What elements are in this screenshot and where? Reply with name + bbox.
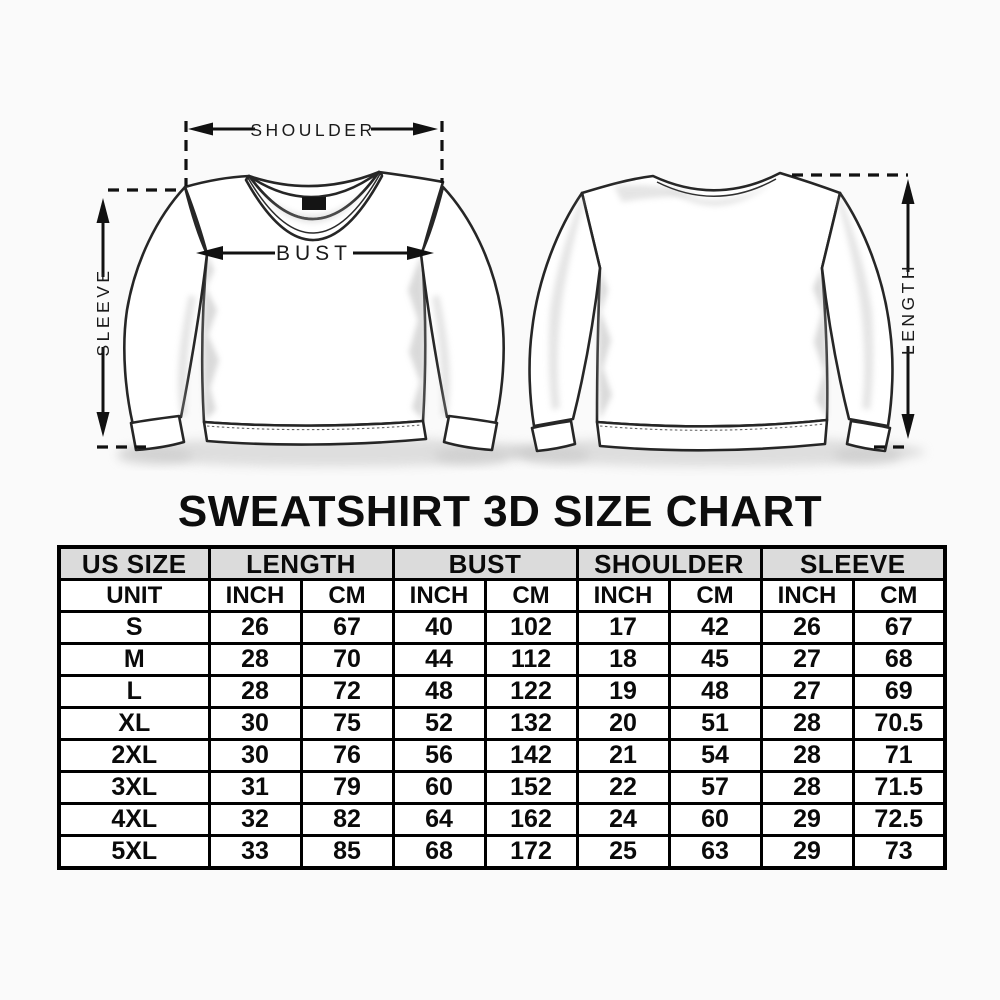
- value-cell: 72: [301, 676, 393, 708]
- front-left-sleeve: [124, 187, 207, 425]
- size-cell: 2XL: [59, 740, 209, 772]
- value-cell: 40: [393, 612, 485, 644]
- size-table: [57, 545, 947, 870]
- size-table-head: [59, 547, 945, 612]
- sweatshirt-diagram: [0, 0, 1000, 480]
- size-cell: S: [59, 612, 209, 644]
- table-unit-row: [59, 580, 945, 612]
- table-row: [59, 836, 945, 869]
- unit-col: INCH: [393, 580, 485, 612]
- value-cell: 28: [761, 708, 853, 740]
- value-cell: 76: [301, 740, 393, 772]
- value-cell: 64: [393, 804, 485, 836]
- unit-col: INCH: [761, 580, 853, 612]
- value-cell: 42: [669, 612, 761, 644]
- back-right-sleeve: [822, 193, 892, 426]
- value-cell: 48: [669, 676, 761, 708]
- arrowhead-down-icon: [902, 414, 915, 439]
- front-right-sleeve: [421, 187, 504, 425]
- table-row: [59, 740, 945, 772]
- table-row: [59, 804, 945, 836]
- arrowhead-up-icon: [97, 198, 110, 223]
- value-cell: 17: [577, 612, 669, 644]
- header-bust: BUST: [393, 547, 577, 580]
- value-cell: 142: [485, 740, 577, 772]
- value-cell: 69: [853, 676, 945, 708]
- value-cell: 60: [393, 772, 485, 804]
- table-row: [59, 676, 945, 708]
- drop-shadow: [117, 447, 193, 465]
- value-cell: 72.5: [853, 804, 945, 836]
- value-cell: 33: [209, 836, 301, 869]
- size-cell: XL: [59, 708, 209, 740]
- value-cell: 27: [761, 644, 853, 676]
- header-us-size: US SIZE: [59, 547, 209, 580]
- value-cell: 26: [209, 612, 301, 644]
- value-cell: 24: [577, 804, 669, 836]
- value-cell: 112: [485, 644, 577, 676]
- value-cell: 32: [209, 804, 301, 836]
- value-cell: 70.5: [853, 708, 945, 740]
- value-cell: 44: [393, 644, 485, 676]
- value-cell: 60: [669, 804, 761, 836]
- unit-col: INCH: [209, 580, 301, 612]
- value-cell: 102: [485, 612, 577, 644]
- value-cell: 27: [761, 676, 853, 708]
- value-cell: 30: [209, 708, 301, 740]
- header-sleeve: SLEEVE: [761, 547, 945, 580]
- sweatshirt-back-view: [505, 173, 925, 467]
- table-header-row: [59, 547, 945, 580]
- value-cell: 82: [301, 804, 393, 836]
- unit-col: CM: [301, 580, 393, 612]
- table-row: [59, 708, 945, 740]
- value-cell: 28: [761, 772, 853, 804]
- value-cell: 28: [761, 740, 853, 772]
- value-cell: 71.5: [853, 772, 945, 804]
- unit-label: UNIT: [59, 580, 209, 612]
- value-cell: 52: [393, 708, 485, 740]
- value-cell: 29: [761, 804, 853, 836]
- table-row: [59, 644, 945, 676]
- header-shoulder: SHOULDER: [577, 547, 761, 580]
- size-cell: 4XL: [59, 804, 209, 836]
- value-cell: 122: [485, 676, 577, 708]
- value-cell: 29: [761, 836, 853, 869]
- sleeve-label: SLEEVE: [93, 267, 113, 357]
- front-right-cuff: [444, 416, 497, 450]
- value-cell: 45: [669, 644, 761, 676]
- value-cell: 54: [669, 740, 761, 772]
- value-cell: 28: [209, 644, 301, 676]
- value-cell: 25: [577, 836, 669, 869]
- page-title: SWEATSHIRT 3D SIZE CHART: [177, 487, 823, 536]
- value-cell: 57: [669, 772, 761, 804]
- size-cell: 5XL: [59, 836, 209, 869]
- bust-label: BUST: [275, 242, 353, 265]
- value-cell: 18: [577, 644, 669, 676]
- table-row: [59, 772, 945, 804]
- value-cell: 85: [301, 836, 393, 869]
- value-cell: 172: [485, 836, 577, 869]
- neck-tag: [302, 197, 326, 210]
- value-cell: 73: [853, 836, 945, 869]
- value-cell: 71: [853, 740, 945, 772]
- value-cell: 162: [485, 804, 577, 836]
- unit-col: CM: [669, 580, 761, 612]
- front-hem-band: [204, 421, 426, 445]
- size-cell: L: [59, 676, 209, 708]
- value-cell: 79: [301, 772, 393, 804]
- value-cell: 31: [209, 772, 301, 804]
- value-cell: 51: [669, 708, 761, 740]
- value-cell: 67: [853, 612, 945, 644]
- value-cell: 67: [301, 612, 393, 644]
- unit-col: INCH: [577, 580, 669, 612]
- table-row: [59, 612, 945, 644]
- back-torso: [582, 173, 840, 426]
- value-cell: 63: [669, 836, 761, 869]
- value-cell: 68: [853, 644, 945, 676]
- back-left-cuff: [532, 421, 575, 451]
- value-cell: 28: [209, 676, 301, 708]
- front-left-cuff: [131, 416, 184, 450]
- unit-col: CM: [485, 580, 577, 612]
- value-cell: 132: [485, 708, 577, 740]
- sweatshirt-front-view: [93, 120, 542, 467]
- back-left-sleeve: [530, 193, 600, 426]
- value-cell: 56: [393, 740, 485, 772]
- shoulder-label: SHOULDER: [250, 120, 376, 140]
- value-cell: 22: [577, 772, 669, 804]
- arrowhead-down-icon: [97, 412, 110, 437]
- value-cell: 152: [485, 772, 577, 804]
- value-cell: 68: [393, 836, 485, 869]
- arrowhead-left-icon: [188, 123, 213, 136]
- drop-shadow: [434, 447, 510, 465]
- size-cell: 3XL: [59, 772, 209, 804]
- arrowhead-up-icon: [902, 179, 915, 204]
- value-cell: 75: [301, 708, 393, 740]
- value-cell: 26: [761, 612, 853, 644]
- value-cell: 30: [209, 740, 301, 772]
- header-length: LENGTH: [209, 547, 393, 580]
- value-cell: 19: [577, 676, 669, 708]
- value-cell: 20: [577, 708, 669, 740]
- size-cell: M: [59, 644, 209, 676]
- value-cell: 70: [301, 644, 393, 676]
- length-label: LENGTH: [898, 263, 918, 355]
- unit-col: CM: [853, 580, 945, 612]
- arrowhead-right-icon: [413, 123, 438, 136]
- value-cell: 21: [577, 740, 669, 772]
- value-cell: 48: [393, 676, 485, 708]
- size-table-body: [59, 612, 945, 869]
